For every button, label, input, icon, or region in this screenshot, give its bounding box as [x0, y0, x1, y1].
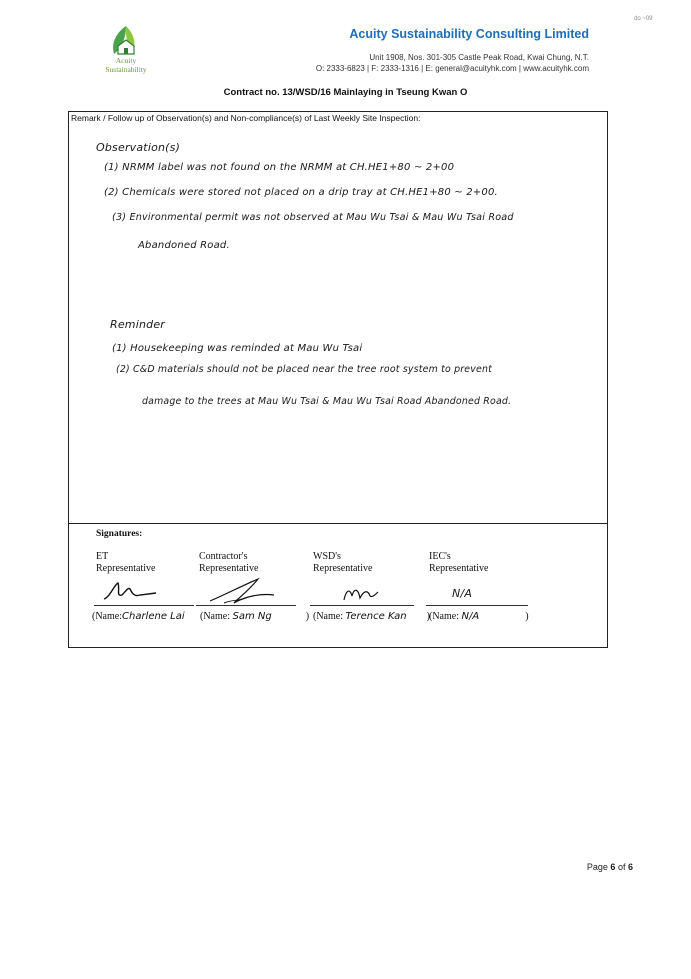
signature-divider [68, 523, 607, 524]
corner-mark: do ~09 [634, 16, 653, 22]
observations-heading: Observation(s) [96, 141, 181, 154]
signatures-title: Signatures: [96, 529, 143, 539]
reminder-item-2-cont: damage to the trees at Mau Wu Tsai & Mau Wu Tsai Road Abandoned Road. [142, 396, 512, 407]
role-line2: Representative [313, 563, 373, 574]
observation-item-1: (1) NRMM label was not found on the NRMM at CH.HE1+80 ~ 2+00 [104, 162, 455, 173]
signature-line-et [94, 605, 194, 606]
signature-role-contractor [199, 551, 258, 575]
reminder-item-2: (2) C&D materials should not be placed near the tree root system to prevent [116, 364, 492, 375]
observation-item-3: (3) Environmental permit was not observed at Mau Wu Tsai & Mau Wu Tsai Road [112, 212, 514, 223]
name-suffix: ) [525, 611, 529, 622]
role-line1: WSD's [313, 551, 341, 562]
company-address [316, 52, 589, 74]
role-line1: ET [96, 551, 109, 562]
role-line1: IEC's [429, 551, 451, 562]
role-line2: Representative [96, 563, 156, 574]
name-iec [426, 611, 529, 622]
role-line2: Representative [199, 563, 259, 574]
role-line1: Contractor's [199, 551, 248, 562]
contact-line: O: 2333-6823 | F: 2333-1316 | E: general@acuityhk.com | www.acuityhk.com [315, 64, 589, 73]
name-value: Sam Ng [232, 611, 272, 622]
page-of: of [617, 862, 626, 872]
signature-role-et [96, 551, 155, 575]
company-name: Acuity Sustainability Consulting Limited [349, 27, 589, 41]
name-prefix: (Name: [429, 611, 459, 622]
signature-role-iec [429, 551, 488, 575]
name-prefix: (Name: [92, 611, 122, 622]
name-prefix: (Name: [200, 611, 230, 622]
logo-text [86, 56, 166, 74]
page-prefix: Page [586, 862, 608, 872]
contract-title: Contract no. 13/WSD/16 Mainlaying in Tseung Kwan O [223, 87, 468, 98]
signature-role-wsd [313, 551, 372, 575]
page-total: 6 [627, 862, 633, 872]
name-suffix: ) [426, 611, 430, 622]
page-current: 6 [610, 862, 616, 872]
remark-label: Remark / Follow up of Observation(s) and Non-compliance(s) of Last Weekly Site Inspection: [71, 113, 421, 123]
name-et [92, 611, 185, 622]
reminder-heading: Reminder [110, 318, 166, 331]
observation-item-3-cont: Abandoned Road. [138, 240, 230, 251]
name-value: N/A [461, 611, 480, 622]
address-line: Unit 1908, Nos. 301-305 Castle Peak Road, Kwai Chung, N.T. [369, 53, 589, 62]
iec-signature-text: N/A [452, 587, 473, 600]
logo-text-line2: Sustainability [105, 65, 147, 74]
name-value: Charlene Lai [122, 611, 185, 622]
name-value: Terence Kan [345, 611, 407, 622]
name-contractor [200, 611, 309, 622]
contractor-signature-icon [204, 575, 280, 607]
role-line2: Representative [429, 563, 489, 574]
name-prefix: (Name: [313, 611, 343, 622]
page-number [587, 862, 633, 872]
signature-line-contractor [196, 605, 296, 606]
signature-line-iec [426, 605, 528, 606]
reminder-item-1: (1) Housekeeping was reminded at Mau Wu Tsai [112, 343, 363, 354]
signature-line-wsd [310, 605, 414, 606]
observation-item-2: (2) Chemicals were stored not placed on a drip tray at CH.HE1+80 ~ 2+00. [104, 187, 498, 198]
name-wsd [313, 611, 430, 622]
name-suffix: ) [305, 611, 310, 622]
et-signature-icon [100, 579, 160, 605]
logo-text-line1: Acuity [115, 56, 137, 65]
wsd-signature-icon [340, 584, 380, 604]
